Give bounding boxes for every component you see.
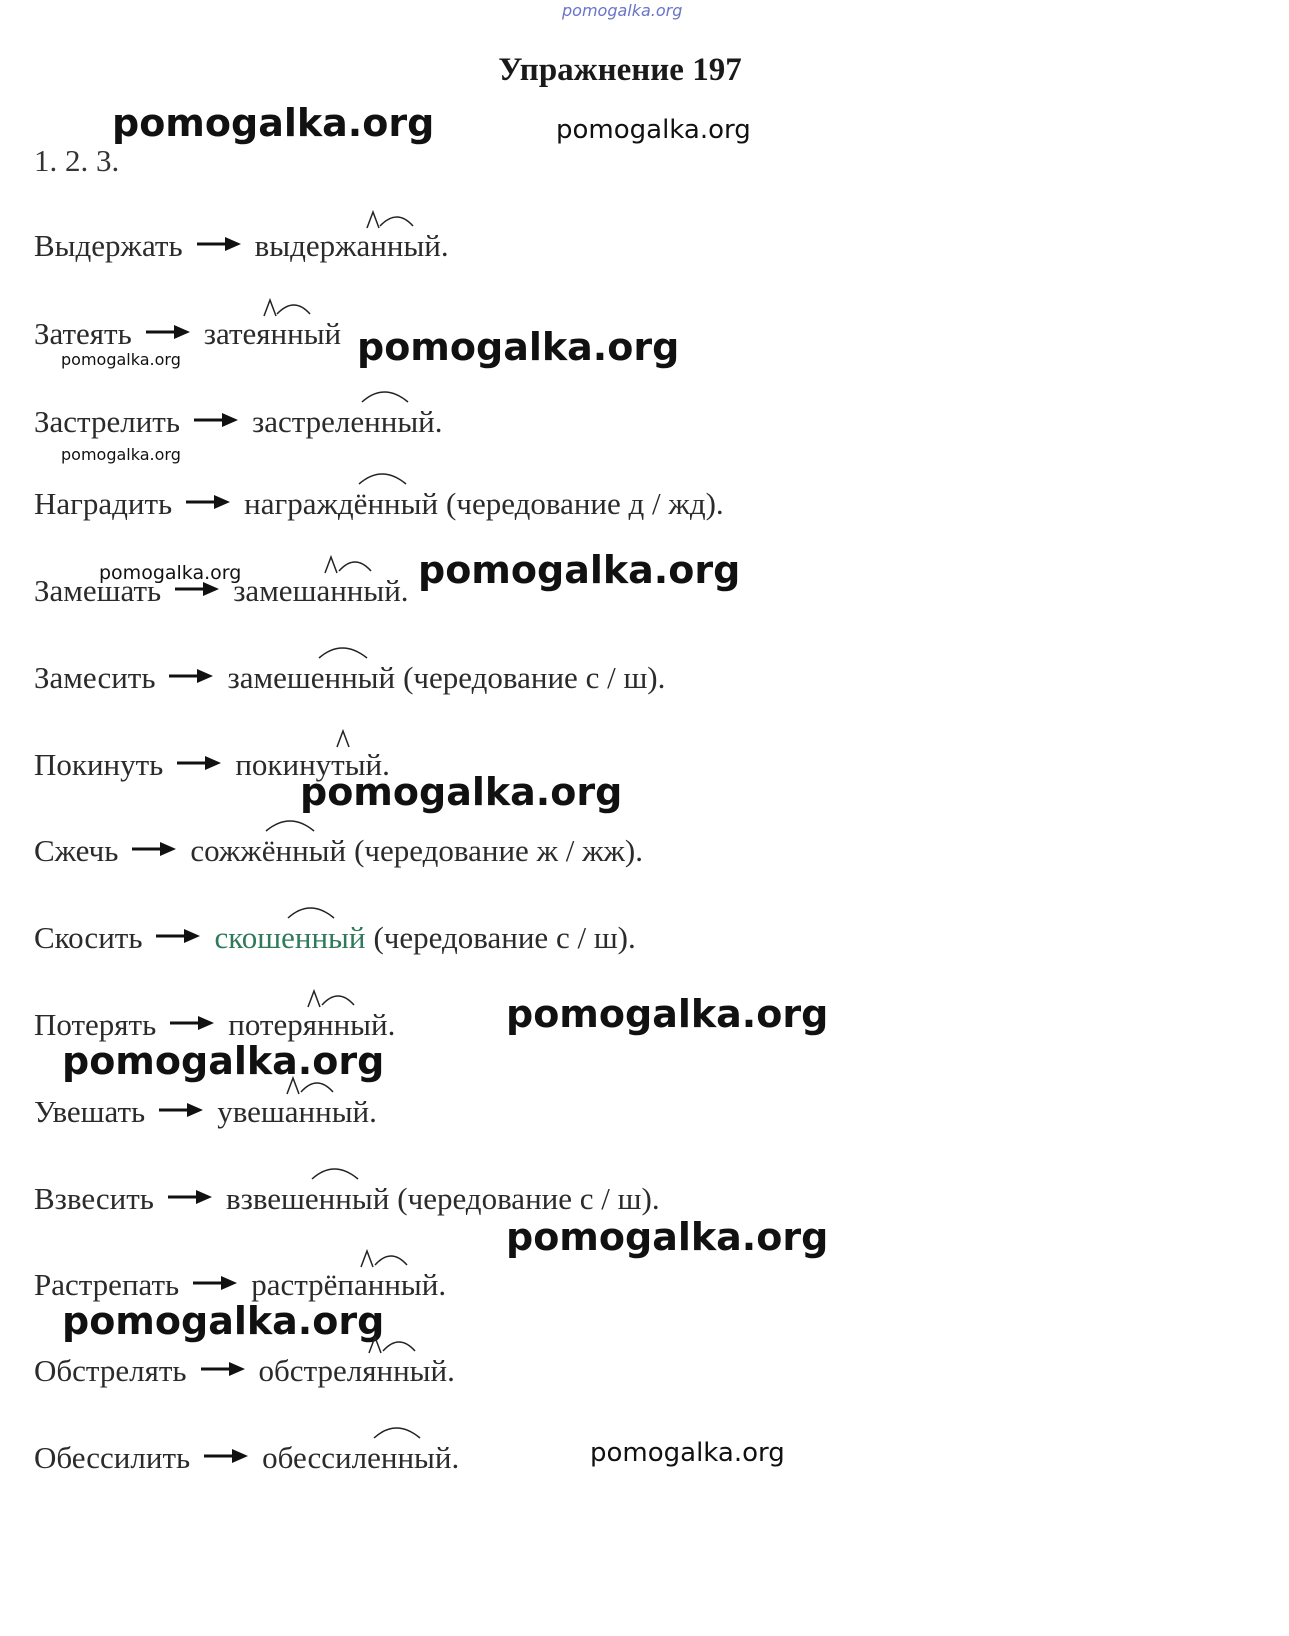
derived-word: взвешенный bbox=[225, 1181, 390, 1216]
derived-participle bbox=[251, 1269, 446, 1300]
arrow-icon bbox=[146, 323, 190, 341]
word-pair-row bbox=[34, 406, 443, 437]
watermark: pomogalka.org bbox=[357, 325, 680, 369]
arrow-icon bbox=[193, 1274, 237, 1292]
base-verb: Взвесить bbox=[34, 1181, 154, 1216]
base-verb: Обессилить bbox=[34, 1440, 191, 1475]
watermark: pomogalka.org bbox=[61, 445, 181, 464]
watermark: pomogalka.org bbox=[99, 562, 242, 584]
arrow-icon bbox=[169, 667, 213, 685]
derived-participle bbox=[262, 1442, 459, 1473]
base-verb: Потерять bbox=[34, 1007, 157, 1042]
top-watermark: pomogalka.org bbox=[562, 1, 683, 20]
arrow-icon bbox=[175, 580, 219, 598]
derived-participle bbox=[259, 1355, 455, 1386]
derived-word: награждённый bbox=[244, 486, 439, 521]
arrow-icon bbox=[156, 927, 200, 945]
derived-word: растрёпанный. bbox=[251, 1267, 447, 1302]
watermark: pomogalka.org bbox=[61, 350, 181, 369]
word-pair-row bbox=[34, 1442, 459, 1473]
task-numbers: 1. 2. 3. bbox=[34, 143, 120, 178]
word-pair-row bbox=[34, 749, 390, 780]
derived-word: обессиленный. bbox=[262, 1440, 460, 1475]
watermark: pomogalka.org bbox=[590, 1438, 785, 1468]
watermark: pomogalka.org bbox=[418, 548, 741, 592]
word-pair-row bbox=[34, 1269, 446, 1300]
derived-word: застреленный. bbox=[251, 404, 443, 439]
derived-word: обстрелянный. bbox=[258, 1353, 455, 1388]
word-pair-row bbox=[34, 1009, 395, 1040]
word-pair-row bbox=[34, 1096, 377, 1127]
derived-participle bbox=[228, 1009, 395, 1040]
word-pair-row bbox=[34, 318, 341, 349]
derived-participle bbox=[214, 922, 365, 953]
base-verb: Замесить bbox=[34, 660, 156, 695]
base-verb: Затеять bbox=[34, 316, 132, 351]
arrow-icon bbox=[204, 1447, 248, 1465]
base-verb: Скосить bbox=[34, 920, 143, 955]
base-verb: Наградить bbox=[34, 486, 173, 521]
word-pair-row bbox=[34, 835, 643, 866]
derived-participle bbox=[227, 662, 395, 693]
derived-participle bbox=[252, 406, 443, 437]
watermark: pomogalka.org bbox=[112, 101, 435, 145]
base-verb: Покинуть bbox=[34, 747, 164, 782]
arrow-icon bbox=[197, 235, 241, 253]
alternation-note: (чередование ж / жж). bbox=[354, 833, 644, 868]
watermark: pomogalka.org bbox=[506, 992, 829, 1036]
derived-word: замешенный bbox=[227, 660, 396, 695]
derived-participle bbox=[233, 575, 408, 606]
watermark: pomogalka.org bbox=[300, 770, 623, 814]
derived-word: сожжённый bbox=[190, 833, 347, 868]
derived-participle bbox=[244, 488, 438, 519]
derived-participle bbox=[204, 318, 341, 349]
base-verb: Растрепать bbox=[34, 1267, 180, 1302]
watermark: pomogalka.org bbox=[62, 1039, 385, 1083]
derived-word: увешанный. bbox=[217, 1094, 377, 1129]
derived-participle bbox=[235, 749, 390, 780]
word-pair-row bbox=[34, 1183, 660, 1214]
derived-word: покинутый. bbox=[235, 747, 390, 782]
base-verb: Обстрелять bbox=[34, 1353, 187, 1388]
derived-word: потерянный. bbox=[228, 1007, 396, 1042]
watermark: pomogalka.org bbox=[556, 115, 751, 145]
alternation-note: (чередование д / жд). bbox=[446, 486, 724, 521]
page-title: Упражнение 197 bbox=[498, 52, 742, 88]
word-pair-row bbox=[34, 230, 449, 261]
arrow-icon bbox=[201, 1360, 245, 1378]
watermark: pomogalka.org bbox=[62, 1299, 385, 1343]
base-verb: Выдержать bbox=[34, 228, 183, 263]
derived-participle bbox=[226, 1183, 389, 1214]
arrow-icon bbox=[170, 1014, 214, 1032]
derived-participle bbox=[255, 230, 449, 261]
word-pair-row bbox=[34, 922, 636, 953]
arrow-icon bbox=[177, 754, 221, 772]
alternation-note: (чередование с / ш). bbox=[403, 660, 666, 695]
word-pair-row bbox=[34, 662, 665, 693]
word-pair-row bbox=[34, 488, 724, 519]
derived-participle bbox=[190, 835, 346, 866]
base-verb: Сжечь bbox=[34, 833, 119, 868]
arrow-icon bbox=[168, 1188, 212, 1206]
watermark: pomogalka.org bbox=[506, 1215, 829, 1259]
derived-participle bbox=[217, 1096, 377, 1127]
alternation-note: (чередование с / ш). bbox=[373, 920, 636, 955]
derived-word: скошенный bbox=[214, 920, 366, 955]
arrow-icon bbox=[186, 493, 230, 511]
derived-word: затеянный bbox=[203, 316, 342, 351]
derived-word: замешанный. bbox=[233, 573, 409, 608]
base-verb: Замешать bbox=[34, 573, 162, 608]
word-pair-row bbox=[34, 575, 409, 606]
derived-word: выдержанный. bbox=[254, 228, 449, 263]
arrow-icon bbox=[159, 1101, 203, 1119]
base-verb: Увешать bbox=[34, 1094, 146, 1129]
alternation-note: (чередование с / ш). bbox=[397, 1181, 660, 1216]
word-pair-row bbox=[34, 1355, 455, 1386]
base-verb: Застрелить bbox=[34, 404, 180, 439]
arrow-icon bbox=[132, 840, 176, 858]
arrow-icon bbox=[194, 411, 238, 429]
